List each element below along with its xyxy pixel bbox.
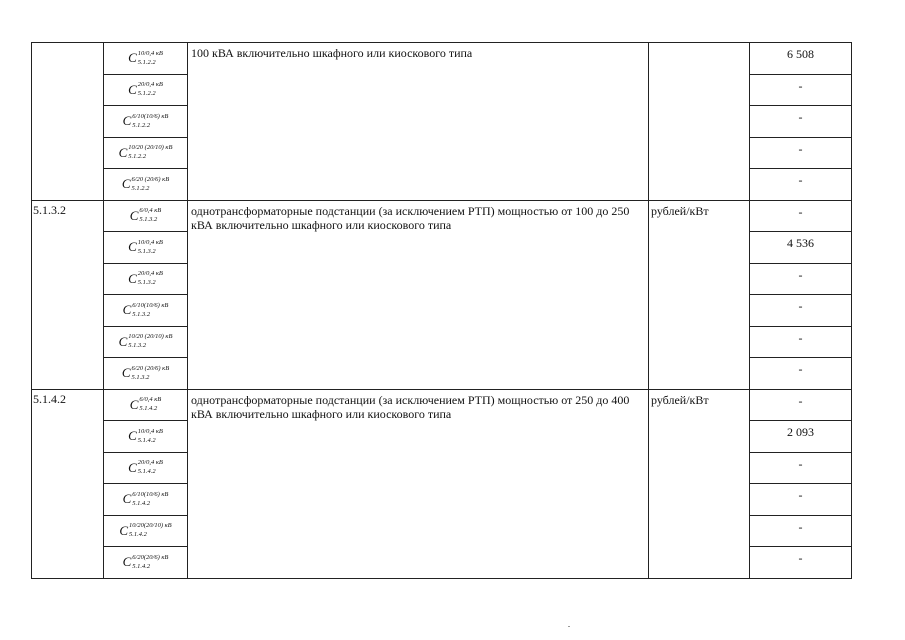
rate-symbol-index: 5.1.4.2 [132, 499, 151, 507]
item-code: 5.1.4.2 [33, 391, 66, 406]
rate-symbol-letter: C [129, 207, 139, 223]
description-text: 100 кВА включительно шкафного или киоскового типа [191, 46, 473, 60]
rate-symbol-index: 5.1.4.2 [139, 405, 158, 413]
rate-symbol-voltage: 6/0,4 кВ [139, 396, 162, 404]
rate-value-cell [750, 484, 852, 516]
rate-symbol-cell [104, 389, 188, 421]
rate-symbol-cell [104, 74, 188, 106]
rate-symbol-indices [131, 176, 169, 193]
rate-value: - [798, 204, 803, 219]
rate-symbol-voltage: 6/0,4 кВ [139, 207, 162, 215]
item-code-cell [32, 200, 104, 389]
rate-value: - [798, 519, 803, 534]
rate-value: - [798, 110, 803, 124]
rate-symbol-index: 5.1.4.2 [129, 531, 147, 539]
rate-symbol-index: 5.1.2.2 [131, 184, 150, 192]
rate-symbol-voltage: 10/20(20/10) кВ [129, 522, 172, 530]
rate-symbol-letter: C [122, 491, 132, 507]
rate-symbol-indices [138, 81, 163, 98]
rate-symbol-index: 5.1.3.2 [131, 373, 150, 381]
rate-value-cell [750, 43, 852, 75]
rate-symbol-cell [104, 106, 188, 138]
table-row [32, 43, 852, 75]
rate-symbol-cell [104, 515, 188, 547]
rate-value: 4 536 [787, 236, 814, 250]
rate-symbol-index: 5.1.3.2 [128, 342, 147, 350]
item-code-cell [32, 389, 104, 578]
rate-symbol-indices [138, 239, 163, 256]
rate-symbol-cell [104, 169, 188, 201]
rate-symbol-letter: C [119, 522, 129, 538]
rate-value: 2 093 [787, 425, 814, 439]
rate-value: - [798, 173, 803, 187]
rate-symbol-index: 5.1.3.2 [137, 247, 156, 255]
rate-symbol-voltage: 20/0,4 кВ [137, 270, 163, 278]
table-row [32, 389, 852, 421]
rate-symbol-letter: C [122, 554, 132, 570]
rate-symbol-voltage: 10/0,4 кВ [137, 49, 163, 57]
rate-value: 6 508 [787, 47, 814, 61]
rate-symbol-letter: C [128, 50, 137, 66]
rate-symbol-voltage: 6/20 (20/6) кВ [131, 175, 170, 183]
rate-symbol-voltage: 10/0,4 кВ [137, 238, 163, 246]
rate-symbol-voltage: 10/20 (20/10) кВ [128, 333, 173, 341]
rate-symbol-index: 5.1.4.2 [137, 468, 156, 476]
item-code: 5.1.3.2 [33, 202, 66, 217]
rate-symbol-letter: C [128, 428, 137, 444]
rate-value-cell [750, 232, 852, 264]
rate-symbol-indices [139, 396, 161, 413]
unit-cell [649, 389, 750, 578]
rate-symbol-cell [104, 421, 188, 453]
rate-value-cell [750, 515, 852, 547]
rate-symbol-cell [104, 43, 188, 75]
description-text: однотрансформаторные подстанции (за исключением РТП) мощностью от 250 до 400 кВА включительно шкафного или киоскового типа [191, 392, 630, 421]
rate-symbol-voltage: 6/20 (20/6) кВ [131, 364, 170, 372]
rate-symbol-indices [139, 207, 161, 224]
rate-symbol-voltage: 6/10(10/6) кВ [132, 301, 169, 309]
rate-symbol-index: 5.1.2.2 [128, 153, 147, 161]
rate-symbol-cell [104, 452, 188, 484]
rate-symbol-cell [104, 358, 188, 390]
rate-value: - [798, 330, 803, 345]
rate-value: - [798, 551, 803, 565]
rate-value: - [798, 78, 803, 93]
rate-symbol-indices [138, 459, 163, 476]
rate-symbol-index: 5.1.3.2 [132, 310, 151, 318]
rate-symbol-cell [104, 326, 188, 358]
rate-symbol-cell [104, 295, 188, 327]
rate-symbol-voltage: 6/10(10/6) кВ [132, 490, 169, 498]
rate-symbol-voltage: 20/0,4 кВ [137, 81, 163, 89]
rate-symbol-letter: C [128, 459, 137, 475]
rate-symbol-cell [104, 547, 188, 579]
rate-symbol-cell [104, 200, 188, 232]
rate-symbol-index: 5.1.2.2 [132, 121, 151, 129]
item-code-cell [32, 43, 104, 201]
rate-symbol-letter: C [118, 144, 128, 160]
rate-symbol-indices [132, 491, 168, 508]
rate-value-cell [750, 547, 852, 579]
rate-symbol-voltage: 6/10(10/6) кВ [132, 112, 169, 120]
rate-value: - [798, 141, 803, 156]
unit-text: рублей/кВт [651, 392, 709, 407]
rate-symbol-indices [128, 333, 172, 350]
rate-value: - [798, 267, 803, 282]
rate-value-cell [750, 74, 852, 106]
rate-symbol-cell [104, 232, 188, 264]
rate-symbol-indices [129, 522, 172, 539]
rate-value-cell [750, 106, 852, 138]
unit-cell [649, 43, 750, 201]
rate-value-cell [750, 389, 852, 421]
rate-symbol-indices [128, 144, 172, 161]
rate-value-cell [750, 263, 852, 295]
rate-symbol-index: 5.1.4.2 [137, 436, 156, 444]
description-cell [188, 200, 649, 389]
rate-symbol-letter: C [122, 113, 132, 129]
rate-symbol-cell [104, 263, 188, 295]
description-cell [188, 389, 649, 578]
rate-value-cell [750, 137, 852, 169]
tariff-table-body [32, 43, 852, 579]
rate-symbol-voltage: 20/0,4 кВ [137, 459, 163, 467]
rate-symbol-letter: C [128, 81, 137, 97]
rate-value-cell [750, 169, 852, 201]
rate-symbol-indices [132, 113, 168, 130]
unit-text: рублей/кВт [651, 203, 709, 218]
rate-symbol-cell [104, 484, 188, 516]
rate-value-cell [750, 326, 852, 358]
rate-value: - [798, 299, 803, 313]
rate-symbol-indices [138, 428, 163, 445]
rate-symbol-letter: C [118, 333, 128, 349]
rate-symbol-indices [132, 554, 168, 571]
rate-value-cell [750, 200, 852, 232]
rate-symbol-letter: C [121, 365, 131, 381]
rate-symbol-letter: C [122, 302, 132, 318]
rate-value: - [798, 393, 803, 408]
rate-symbol-indices [131, 365, 169, 382]
rate-value-cell [750, 421, 852, 453]
rate-symbol-voltage: 6/20(20/6) кВ [132, 553, 169, 561]
rate-value: - [798, 362, 803, 376]
rate-symbol-voltage: 10/20 (20/10) кВ [128, 144, 173, 152]
rate-value: - [798, 488, 803, 502]
rate-value-cell [750, 452, 852, 484]
rate-symbol-indices [138, 50, 163, 67]
rate-value-cell [750, 295, 852, 327]
rate-symbol-index: 5.1.3.2 [137, 279, 156, 287]
scan-speck [568, 626, 570, 627]
rate-symbol-cell [104, 137, 188, 169]
rate-symbol-letter: C [128, 270, 137, 286]
rate-symbol-letter: C [121, 176, 131, 192]
rate-symbol-letter: C [129, 396, 139, 412]
rate-symbol-indices [132, 302, 168, 319]
rate-symbol-indices [138, 270, 163, 287]
rate-symbol-index: 5.1.2.2 [137, 90, 156, 98]
tariff-table [31, 42, 852, 579]
rate-symbol-index: 5.1.3.2 [139, 216, 158, 224]
unit-cell [649, 200, 750, 389]
rate-symbol-voltage: 10/0,4 кВ [137, 427, 163, 435]
rate-symbol-index: 5.1.2.2 [137, 58, 156, 66]
rate-value-cell [750, 358, 852, 390]
description-text: однотрансформаторные подстанции (за исключением РТП) мощностью от 100 до 250 кВА включительно шкафного или киоскового типа [191, 203, 630, 232]
rate-symbol-index: 5.1.4.2 [132, 562, 151, 570]
rate-symbol-letter: C [128, 239, 137, 255]
description-cell [188, 43, 649, 201]
table-row [32, 200, 852, 232]
rate-value: - [798, 456, 803, 471]
